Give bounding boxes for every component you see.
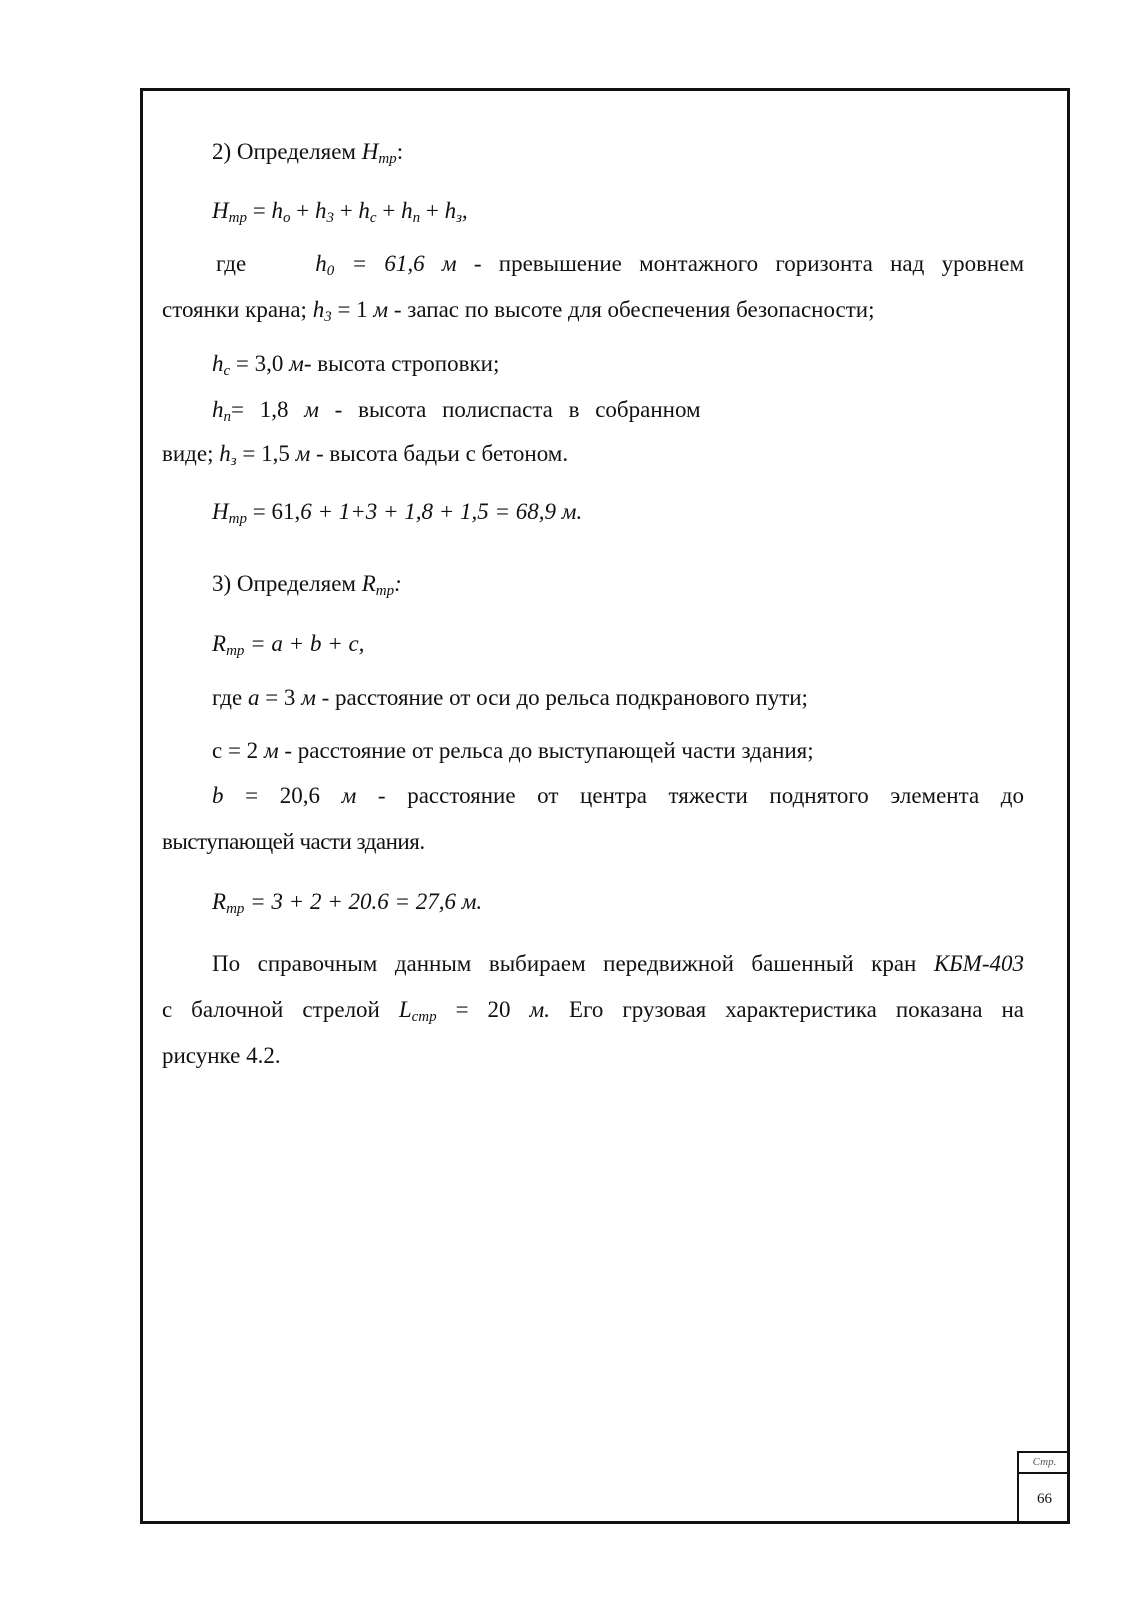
formula-h: $H_{тр} = h_о + h_3 + h_с + h_п + h_з$, (212, 198, 468, 226)
term: h (314, 198, 327, 223)
c-text: - расстояние от рельса до выступающей части здания; (278, 738, 814, 763)
text: выступающей части здания. (162, 829, 425, 854)
text: с балочной стрелой (162, 997, 399, 1022)
unit: м (304, 397, 319, 422)
term-sub: с (369, 210, 377, 226)
h0-text: - превышение монтажного горизонта над уровнем (456, 251, 1025, 276)
formula-end: , (461, 198, 468, 223)
a-line (212, 684, 808, 712)
formula-lhs: H (212, 198, 229, 223)
var-hn: h (212, 397, 224, 422)
text: рисунке 4.2. (162, 1043, 281, 1068)
unit: м (295, 441, 311, 466)
where-h0-line (216, 250, 1024, 278)
var-sub: 0 (326, 263, 335, 279)
hc-text: - высота строповки; (303, 351, 500, 376)
calc-lhs: H (212, 499, 229, 524)
var-h0: h (315, 251, 327, 276)
formula-lhs: R (212, 631, 227, 656)
h3-value: = 1 (331, 297, 374, 322)
heading-text: 2) Определяем (212, 139, 362, 164)
var-sub: стр (411, 1009, 437, 1025)
page-stamp (1017, 1451, 1070, 1524)
text: стоянки крана; (162, 297, 313, 322)
unit: м. (529, 997, 550, 1022)
hc-value: = 3,0 (230, 351, 290, 376)
b-text: - расстояние от центра тяжести поднятого элемента до (356, 783, 1024, 808)
var-sub: з (230, 453, 237, 469)
term-sub: 3 (326, 210, 334, 226)
term: h (271, 198, 283, 223)
step3-heading (212, 570, 402, 598)
var-l: L (398, 997, 412, 1022)
where-word: где (216, 251, 247, 276)
hz-text: - высота бадьи с бетоном. (310, 441, 569, 466)
calc-r (212, 888, 482, 916)
conclusion-line-2 (162, 996, 1024, 1024)
hn-line (212, 396, 701, 424)
b-line (212, 782, 1024, 810)
var-sub: с (223, 363, 231, 379)
var-h: H (361, 139, 379, 164)
formula-lhs-sub: тр (226, 643, 245, 659)
var-sub: тр (375, 583, 395, 599)
heading-colon: : (394, 571, 402, 596)
conclusion-line-1 (212, 950, 1024, 978)
term-sub: о (282, 210, 291, 226)
text: Его грузовая характеристика показана на (549, 997, 1024, 1022)
var-h3: h (312, 297, 325, 322)
heading-text: 3) Определяем (212, 571, 362, 596)
a-text: - расстояние от оси до рельса подкранового пути; (315, 685, 808, 710)
hz-value: = 1,5 (236, 441, 296, 466)
formula-r (212, 630, 364, 658)
var-a: a (247, 685, 260, 710)
var-sub: тр (378, 151, 397, 167)
hn-value: = 1,8 (231, 397, 305, 422)
page-label: Стр. (1019, 1453, 1070, 1474)
hc-line (212, 350, 499, 378)
formula-rhs: = a + b + c, (244, 631, 365, 656)
var-b: b (212, 783, 224, 808)
unit: м (263, 738, 279, 763)
a-value: = 3 (259, 685, 302, 710)
calc-h (212, 498, 582, 526)
term-sub: п (412, 210, 421, 226)
b-value: = 20,6 (223, 783, 342, 808)
calc-lhs-sub: тр (228, 511, 247, 527)
l-value: = 20 (436, 997, 530, 1022)
where-h3-line (162, 296, 875, 324)
unit: м (301, 685, 316, 710)
unit: м (373, 297, 389, 322)
text: По справочным данным выбираем передвижной башенный кран (212, 951, 934, 976)
unit: м (289, 351, 304, 376)
term: h (358, 198, 370, 223)
c-line (212, 737, 814, 765)
hn-text: - высота полиспаста в собранном (318, 397, 701, 422)
h0-value: = 61,6 м (334, 251, 457, 276)
term: h (444, 198, 457, 223)
calc-part: = 61, (246, 499, 301, 524)
var-hz: h (219, 441, 231, 466)
calc-rhs: = 3 + 2 + 20.6 = 27,6 м. (244, 889, 483, 914)
var-sub: п (223, 409, 231, 425)
crane-model: КБМ-403 (933, 951, 1024, 976)
calc-part: 6 + 1+3 + 1,8 + 1,5 = 68,9 м. (300, 499, 583, 524)
var-hc: h (212, 351, 224, 376)
hz-line (162, 440, 568, 468)
conclusion-line-3 (162, 1042, 281, 1070)
text: виде; (162, 441, 220, 466)
var-r: R (361, 571, 376, 596)
formula-lhs-sub: тр (228, 210, 247, 226)
b-line-2 (162, 828, 425, 856)
calc-lhs: R (212, 889, 227, 914)
var-sub: 3 (324, 309, 332, 325)
h3-text: - запас по высоте для обеспечения безопасности; (388, 297, 875, 322)
unit: м (341, 783, 357, 808)
c-value: c = 2 (212, 738, 264, 763)
step2-heading (212, 138, 403, 166)
calc-lhs-sub: тр (226, 901, 245, 917)
page-number: 66 (1037, 1491, 1052, 1507)
heading-colon: : (396, 139, 404, 164)
term: h (401, 198, 413, 223)
term-sub: з (456, 210, 462, 226)
where-word: где (212, 685, 248, 710)
